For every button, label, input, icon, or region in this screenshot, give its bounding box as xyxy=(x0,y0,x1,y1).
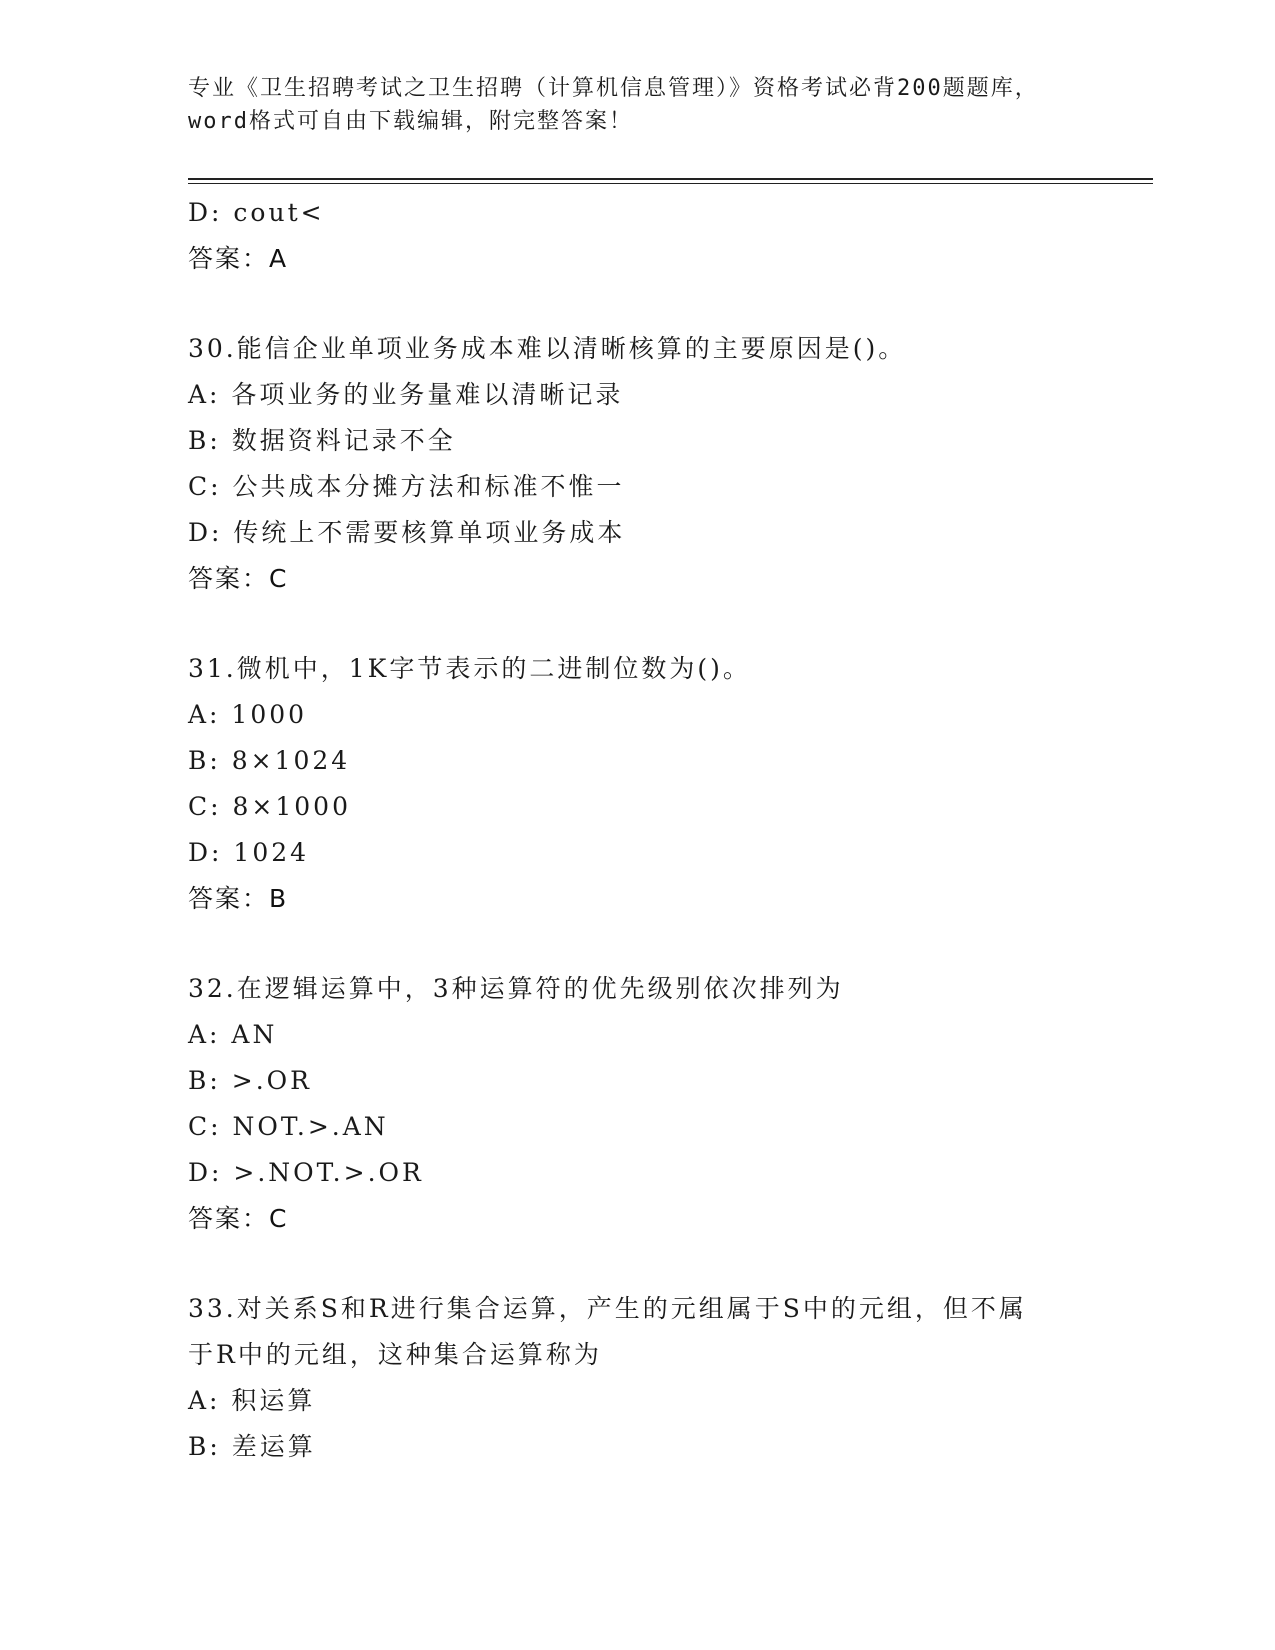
question-30 xyxy=(188,326,1153,602)
question-33 xyxy=(188,1286,1153,1470)
header-title-line-1: 专业《卫生招聘考试之卫生招聘（计算机信息管理）》资格考试必背200题题库， xyxy=(188,76,1039,101)
option-a: A: AN xyxy=(188,1020,278,1049)
answer-line: 答案：A xyxy=(188,244,289,273)
option-d: D: cout< xyxy=(188,198,325,227)
spacer xyxy=(188,602,1153,646)
question-stem-line-2: 于R中的元组，这种集合运算称为 xyxy=(188,1340,602,1369)
question-list xyxy=(188,190,1153,1470)
option-d: D: 传统上不需要核算单项业务成本 xyxy=(188,518,626,547)
option-a: A: 1000 xyxy=(188,700,308,729)
question-stem-line-1: 33.对关系S和R进行集合运算，产生的元组属于S中的元组，但不属 xyxy=(188,1294,1027,1323)
option-c: C: NOT.>.AN xyxy=(188,1112,389,1141)
option-b: B: 差运算 xyxy=(188,1432,316,1461)
question-31 xyxy=(188,646,1153,922)
question-32 xyxy=(188,966,1153,1242)
option-c: C: 公共成本分摊方法和标准不惟一 xyxy=(188,472,625,501)
answer-line: 答案：C xyxy=(188,564,289,593)
option-d: D: 1024 xyxy=(188,838,310,867)
question-carryover xyxy=(188,190,1153,282)
document-page xyxy=(188,0,1153,1650)
header-divider-thick xyxy=(188,178,1153,180)
answer-line: 答案：B xyxy=(188,884,289,913)
answer-line: 答案：C xyxy=(188,1204,289,1233)
spacer xyxy=(188,282,1153,326)
option-b: B: 数据资料记录不全 xyxy=(188,426,456,455)
option-b: B: 8×1024 xyxy=(188,746,351,775)
spacer xyxy=(188,1242,1153,1286)
question-stem: 32.在逻辑运算中，3种运算符的优先级别依次排列为 xyxy=(188,974,844,1003)
option-a: A: 各项业务的业务量难以清晰记录 xyxy=(188,380,624,409)
header-title-line-2: word格式可自由下载编辑，附完整答案！ xyxy=(188,109,633,134)
option-a: A: 积运算 xyxy=(188,1386,316,1415)
option-d: D: >.NOT.>.OR xyxy=(188,1158,424,1187)
question-stem: 31.微机中，1K字节表示的二进制位数为()。 xyxy=(188,654,751,683)
document-header xyxy=(188,72,1068,138)
header-divider-thin xyxy=(188,183,1153,184)
option-b: B: >.OR xyxy=(188,1066,312,1095)
spacer xyxy=(188,922,1153,966)
question-stem: 30.能信企业单项业务成本难以清晰核算的主要原因是()。 xyxy=(188,334,907,363)
option-c: C: 8×1000 xyxy=(188,792,351,821)
